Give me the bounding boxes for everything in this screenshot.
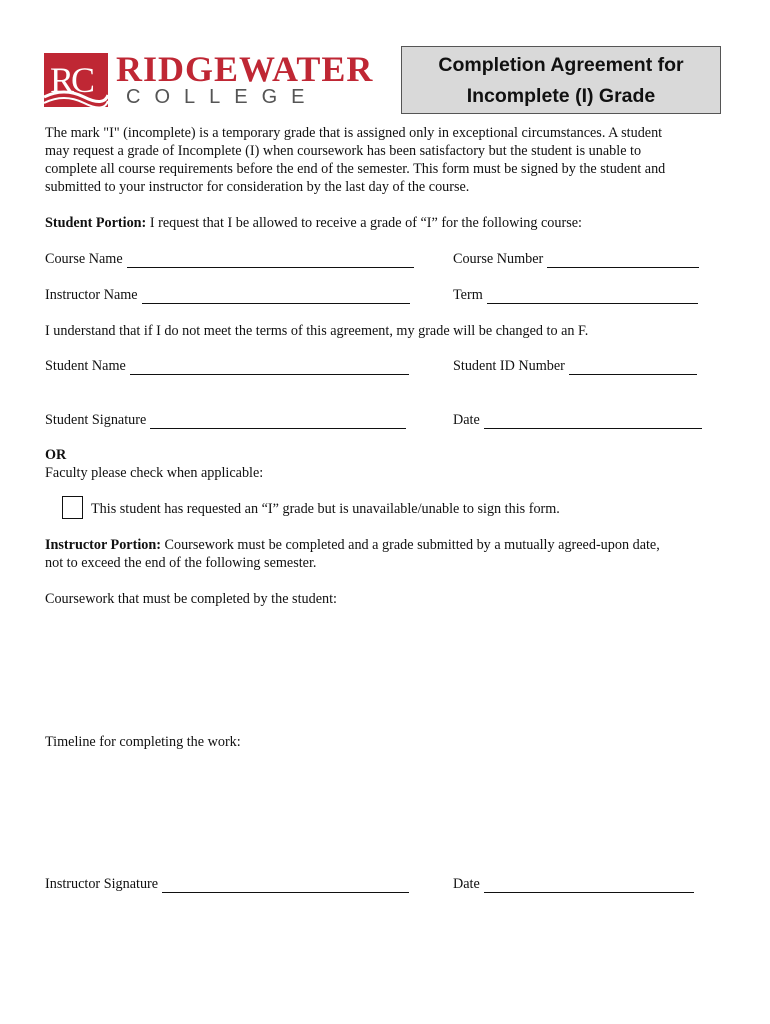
instructor-signature-label: Instructor Signature bbox=[45, 876, 159, 892]
logo-college: COLLEGE bbox=[126, 86, 319, 108]
student-portion-heading: Student Portion: bbox=[45, 215, 147, 231]
student-name-field[interactable] bbox=[45, 357, 409, 375]
form-title bbox=[401, 46, 721, 114]
student-signature-line[interactable] bbox=[150, 414, 406, 429]
course-number-label: Course Number bbox=[453, 251, 544, 267]
instructor-signature-field[interactable] bbox=[45, 875, 409, 893]
student-date-line[interactable] bbox=[484, 414, 702, 429]
course-name-field[interactable] bbox=[45, 250, 414, 268]
instructor-portion-text: Coursework must be completed and a grade submitted by a mutually agreed-upon date, bbox=[160, 537, 660, 553]
logo-wave-icon bbox=[44, 89, 108, 107]
student-date-field[interactable] bbox=[453, 411, 702, 429]
unavailable-checkbox-label: This student has requested an “I” grade but is unavailable/unable to sign this form. bbox=[91, 501, 560, 517]
term-field[interactable] bbox=[453, 286, 698, 304]
instructor-portion-heading: Instructor Portion: bbox=[45, 537, 161, 553]
term-line[interactable] bbox=[487, 289, 698, 304]
student-portion-statement bbox=[45, 214, 582, 232]
instructor-date-field[interactable] bbox=[453, 875, 694, 893]
coursework-area[interactable] bbox=[45, 612, 725, 722]
student-signature-field[interactable] bbox=[45, 411, 406, 429]
instructor-date-line[interactable] bbox=[484, 878, 694, 893]
or-label: OR bbox=[45, 447, 67, 463]
coursework-label: Coursework that must be completed by the student: bbox=[45, 591, 337, 607]
student-id-line[interactable] bbox=[569, 360, 697, 375]
instructor-name-line[interactable] bbox=[142, 289, 410, 304]
instructor-portion-statement bbox=[45, 536, 660, 554]
instructor-name-label: Instructor Name bbox=[45, 287, 138, 303]
course-number-field[interactable] bbox=[453, 250, 699, 268]
student-id-field[interactable] bbox=[453, 357, 697, 375]
logo-name: RIDGEWATER bbox=[116, 49, 374, 89]
term-label: Term bbox=[453, 287, 483, 303]
course-name-line[interactable] bbox=[127, 253, 414, 268]
timeline-label: Timeline for completing the work: bbox=[45, 734, 241, 750]
intro-line: complete all course requirements before the end of the semester. This form must be signed by the student and bbox=[45, 161, 666, 177]
timeline-area[interactable] bbox=[45, 755, 725, 865]
course-number-line[interactable] bbox=[547, 253, 699, 268]
form-title-line1: Completion Agreement for bbox=[438, 54, 684, 76]
instructor-name-field[interactable] bbox=[45, 286, 410, 304]
unavailable-checkbox[interactable] bbox=[62, 496, 83, 519]
course-name-label: Course Name bbox=[45, 251, 123, 267]
ridgewater-college-logo bbox=[44, 50, 384, 112]
student-name-line[interactable] bbox=[130, 360, 409, 375]
form-title-line2: Incomplete (I) Grade bbox=[466, 85, 656, 107]
student-portion-text: I request that I be allowed to receive a grade of “I” for the following course: bbox=[146, 215, 582, 231]
student-name-label: Student Name bbox=[45, 358, 126, 374]
instructor-portion-text-line2: not to exceed the end of the following semester. bbox=[45, 555, 317, 571]
student-signature-label: Student Signature bbox=[45, 412, 147, 428]
student-id-label: Student ID Number bbox=[453, 358, 565, 374]
understand-statement: I understand that if I do not meet the terms of this agreement, my grade will be changed to an F. bbox=[45, 323, 589, 339]
instructor-signature-line[interactable] bbox=[162, 878, 409, 893]
intro-line: submitted to your instructor for consideration by the last day of the course. bbox=[45, 179, 470, 195]
logo-mark-text: RC bbox=[50, 60, 93, 100]
intro-line: may request a grade of Incomplete (I) when coursework has been satisfactory but the student is unable to bbox=[45, 143, 642, 159]
intro-paragraph bbox=[45, 124, 725, 196]
instructor-date-label: Date bbox=[453, 876, 480, 892]
intro-line: The mark "I" (incomplete) is a temporary grade that is assigned only in exceptional circumstances. A student bbox=[45, 125, 663, 141]
faculty-instruction: Faculty please check when applicable: bbox=[45, 465, 264, 481]
rc-logo-mark bbox=[44, 53, 108, 107]
student-date-label: Date bbox=[453, 412, 480, 428]
